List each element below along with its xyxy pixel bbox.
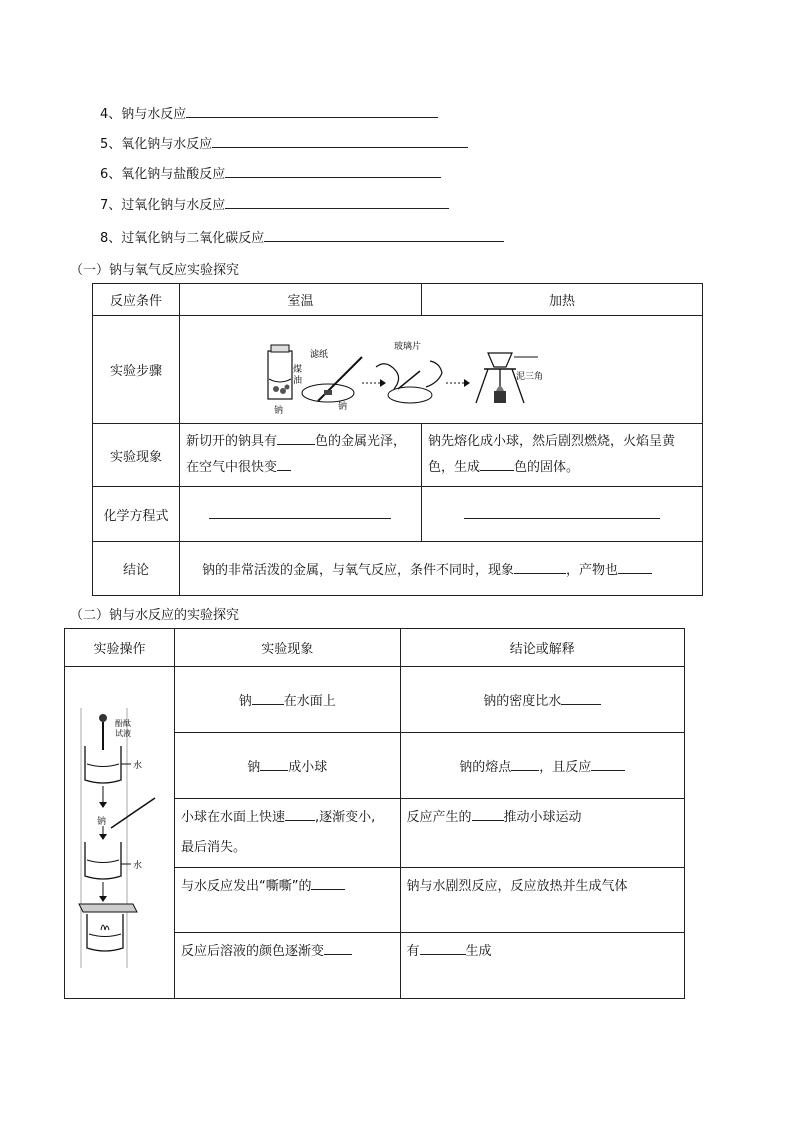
experiment-steps-figure xyxy=(180,317,701,423)
text: 钠的非常活泼的金属，与氧气反应，条件不同时，现象 xyxy=(202,563,515,578)
phen-row-2 xyxy=(174,733,400,799)
header-condition: 反应条件 xyxy=(93,284,180,316)
text: 与水反应发出“嘶嘶”的 xyxy=(180,879,312,894)
text: 新切开的钠具有 xyxy=(186,434,278,449)
answer-blank[interactable] xyxy=(264,228,504,242)
answer-blank[interactable] xyxy=(212,134,468,148)
row-label-phenomenon: 实验现象 xyxy=(93,424,180,487)
question-6 xyxy=(100,164,441,184)
question-8 xyxy=(100,228,504,248)
blank[interactable] xyxy=(277,432,315,445)
blank[interactable] xyxy=(561,692,601,705)
sodium-water-table xyxy=(64,628,685,999)
room-temp-phenomenon xyxy=(180,424,422,487)
operation-figure-cell xyxy=(65,667,175,999)
label-sodium-a: 钠 xyxy=(274,405,284,416)
text: 钠与水剧烈反应，反应放热并生成气体 xyxy=(406,879,628,894)
room-temp-equation xyxy=(180,487,422,542)
expl-row-5 xyxy=(400,933,684,999)
label-water-a: 水 xyxy=(133,760,143,771)
text: 推动小球运动 xyxy=(503,810,582,825)
text: 在空气中很快变 xyxy=(186,460,278,475)
equation-blank[interactable] xyxy=(209,506,391,519)
text: 小球在水面上快速 xyxy=(180,810,285,825)
text: 反应产生的 xyxy=(406,810,472,825)
question-4 xyxy=(100,104,438,124)
conclusion-cell xyxy=(180,542,703,596)
header-operation: 实验操作 xyxy=(65,629,175,667)
text: 钠 xyxy=(238,694,252,709)
heating-equation xyxy=(421,487,702,542)
blank[interactable] xyxy=(260,758,288,771)
question-label: 8、过氧化钠与二氧化碳反应 xyxy=(100,231,265,246)
label-filter-paper: 滤纸 xyxy=(310,349,329,360)
expl-row-1 xyxy=(400,667,684,733)
label-clay-triangle: 泥三角 xyxy=(516,371,544,382)
answer-blank[interactable] xyxy=(225,195,449,209)
text: 钠的熔点 xyxy=(459,760,512,775)
label-reagent-2: 试液 xyxy=(115,728,131,738)
section2-title: （二）钠与水反应的实验探究 xyxy=(70,608,240,623)
expl-row-3 xyxy=(400,799,684,868)
text: 成小球 xyxy=(288,760,328,775)
text: 钠 xyxy=(247,760,261,775)
expl-row-4 xyxy=(400,868,684,933)
question-7 xyxy=(100,195,449,215)
blank[interactable] xyxy=(420,942,466,955)
row-label-conclusion: 结论 xyxy=(93,542,180,596)
blank[interactable] xyxy=(252,692,284,705)
row-label-equation: 化学方程式 xyxy=(93,487,180,542)
label-reagent-1: 酚酞 xyxy=(115,718,131,728)
equation-blank[interactable] xyxy=(464,506,660,519)
blank[interactable] xyxy=(472,808,504,821)
question-label: 5、氧化钠与水反应 xyxy=(100,137,213,152)
steps-figure-cell xyxy=(180,316,703,424)
header-heating: 加热 xyxy=(421,284,702,316)
phen-row-4 xyxy=(174,868,400,933)
text: 在水面上 xyxy=(283,694,336,709)
blank[interactable] xyxy=(311,877,345,890)
row-label-steps: 实验步骤 xyxy=(93,316,180,424)
blank[interactable] xyxy=(277,458,291,471)
text: ，且反应 xyxy=(539,760,592,775)
blank[interactable] xyxy=(480,458,514,471)
label-kerosene-1: 煤 xyxy=(293,364,303,375)
text: 色的固体。 xyxy=(514,460,580,475)
text: ，产物也 xyxy=(566,563,619,578)
header-explanation: 结论或解释 xyxy=(400,629,684,667)
answer-blank[interactable] xyxy=(225,164,441,178)
text: 最后消失。 xyxy=(180,840,246,855)
label-sodium-b: 钠 xyxy=(338,401,348,412)
header-phenomenon: 实验现象 xyxy=(174,629,400,667)
text: 钠的密度比水 xyxy=(483,694,562,709)
text: 色，生成 xyxy=(427,460,480,475)
label-glass-plate: 玻璃片 xyxy=(394,341,422,352)
blank[interactable] xyxy=(618,561,652,574)
text: 色的金属光泽， xyxy=(315,434,407,449)
question-label: 6、氧化钠与盐酸反应 xyxy=(100,167,226,182)
text: ,逐渐变小, xyxy=(315,810,376,825)
sodium-water-figure xyxy=(65,668,173,998)
phen-row-1 xyxy=(174,667,400,733)
question-5 xyxy=(100,134,468,154)
blank[interactable] xyxy=(511,758,539,771)
blank[interactable] xyxy=(591,758,625,771)
expl-row-2 xyxy=(400,733,684,799)
answer-blank[interactable] xyxy=(186,104,438,118)
text: 钠先熔化成小球，然后剧烈燃烧，火焰呈黄 xyxy=(427,434,675,449)
label-sodium: 钠 xyxy=(97,816,107,827)
sodium-oxygen-table xyxy=(92,283,703,596)
question-label: 4、钠与水反应 xyxy=(100,107,187,122)
blank[interactable] xyxy=(514,561,566,574)
label-water-b: 水 xyxy=(133,860,143,871)
blank[interactable] xyxy=(285,808,315,821)
label-kerosene-2: 油 xyxy=(293,375,303,386)
section1-title: （一）钠与氧气反应实验探究 xyxy=(70,263,240,278)
text: 反应后溶液的颜色逐渐变 xyxy=(180,944,324,959)
question-label: 7、过氧化钠与水反应 xyxy=(100,198,226,213)
phen-row-5 xyxy=(174,933,400,999)
heating-phenomenon xyxy=(421,424,702,487)
phen-row-3 xyxy=(174,799,400,868)
blank[interactable] xyxy=(324,942,352,955)
text: 有 xyxy=(406,944,420,959)
text: 生成 xyxy=(465,944,492,959)
header-room-temp: 室温 xyxy=(180,284,422,316)
